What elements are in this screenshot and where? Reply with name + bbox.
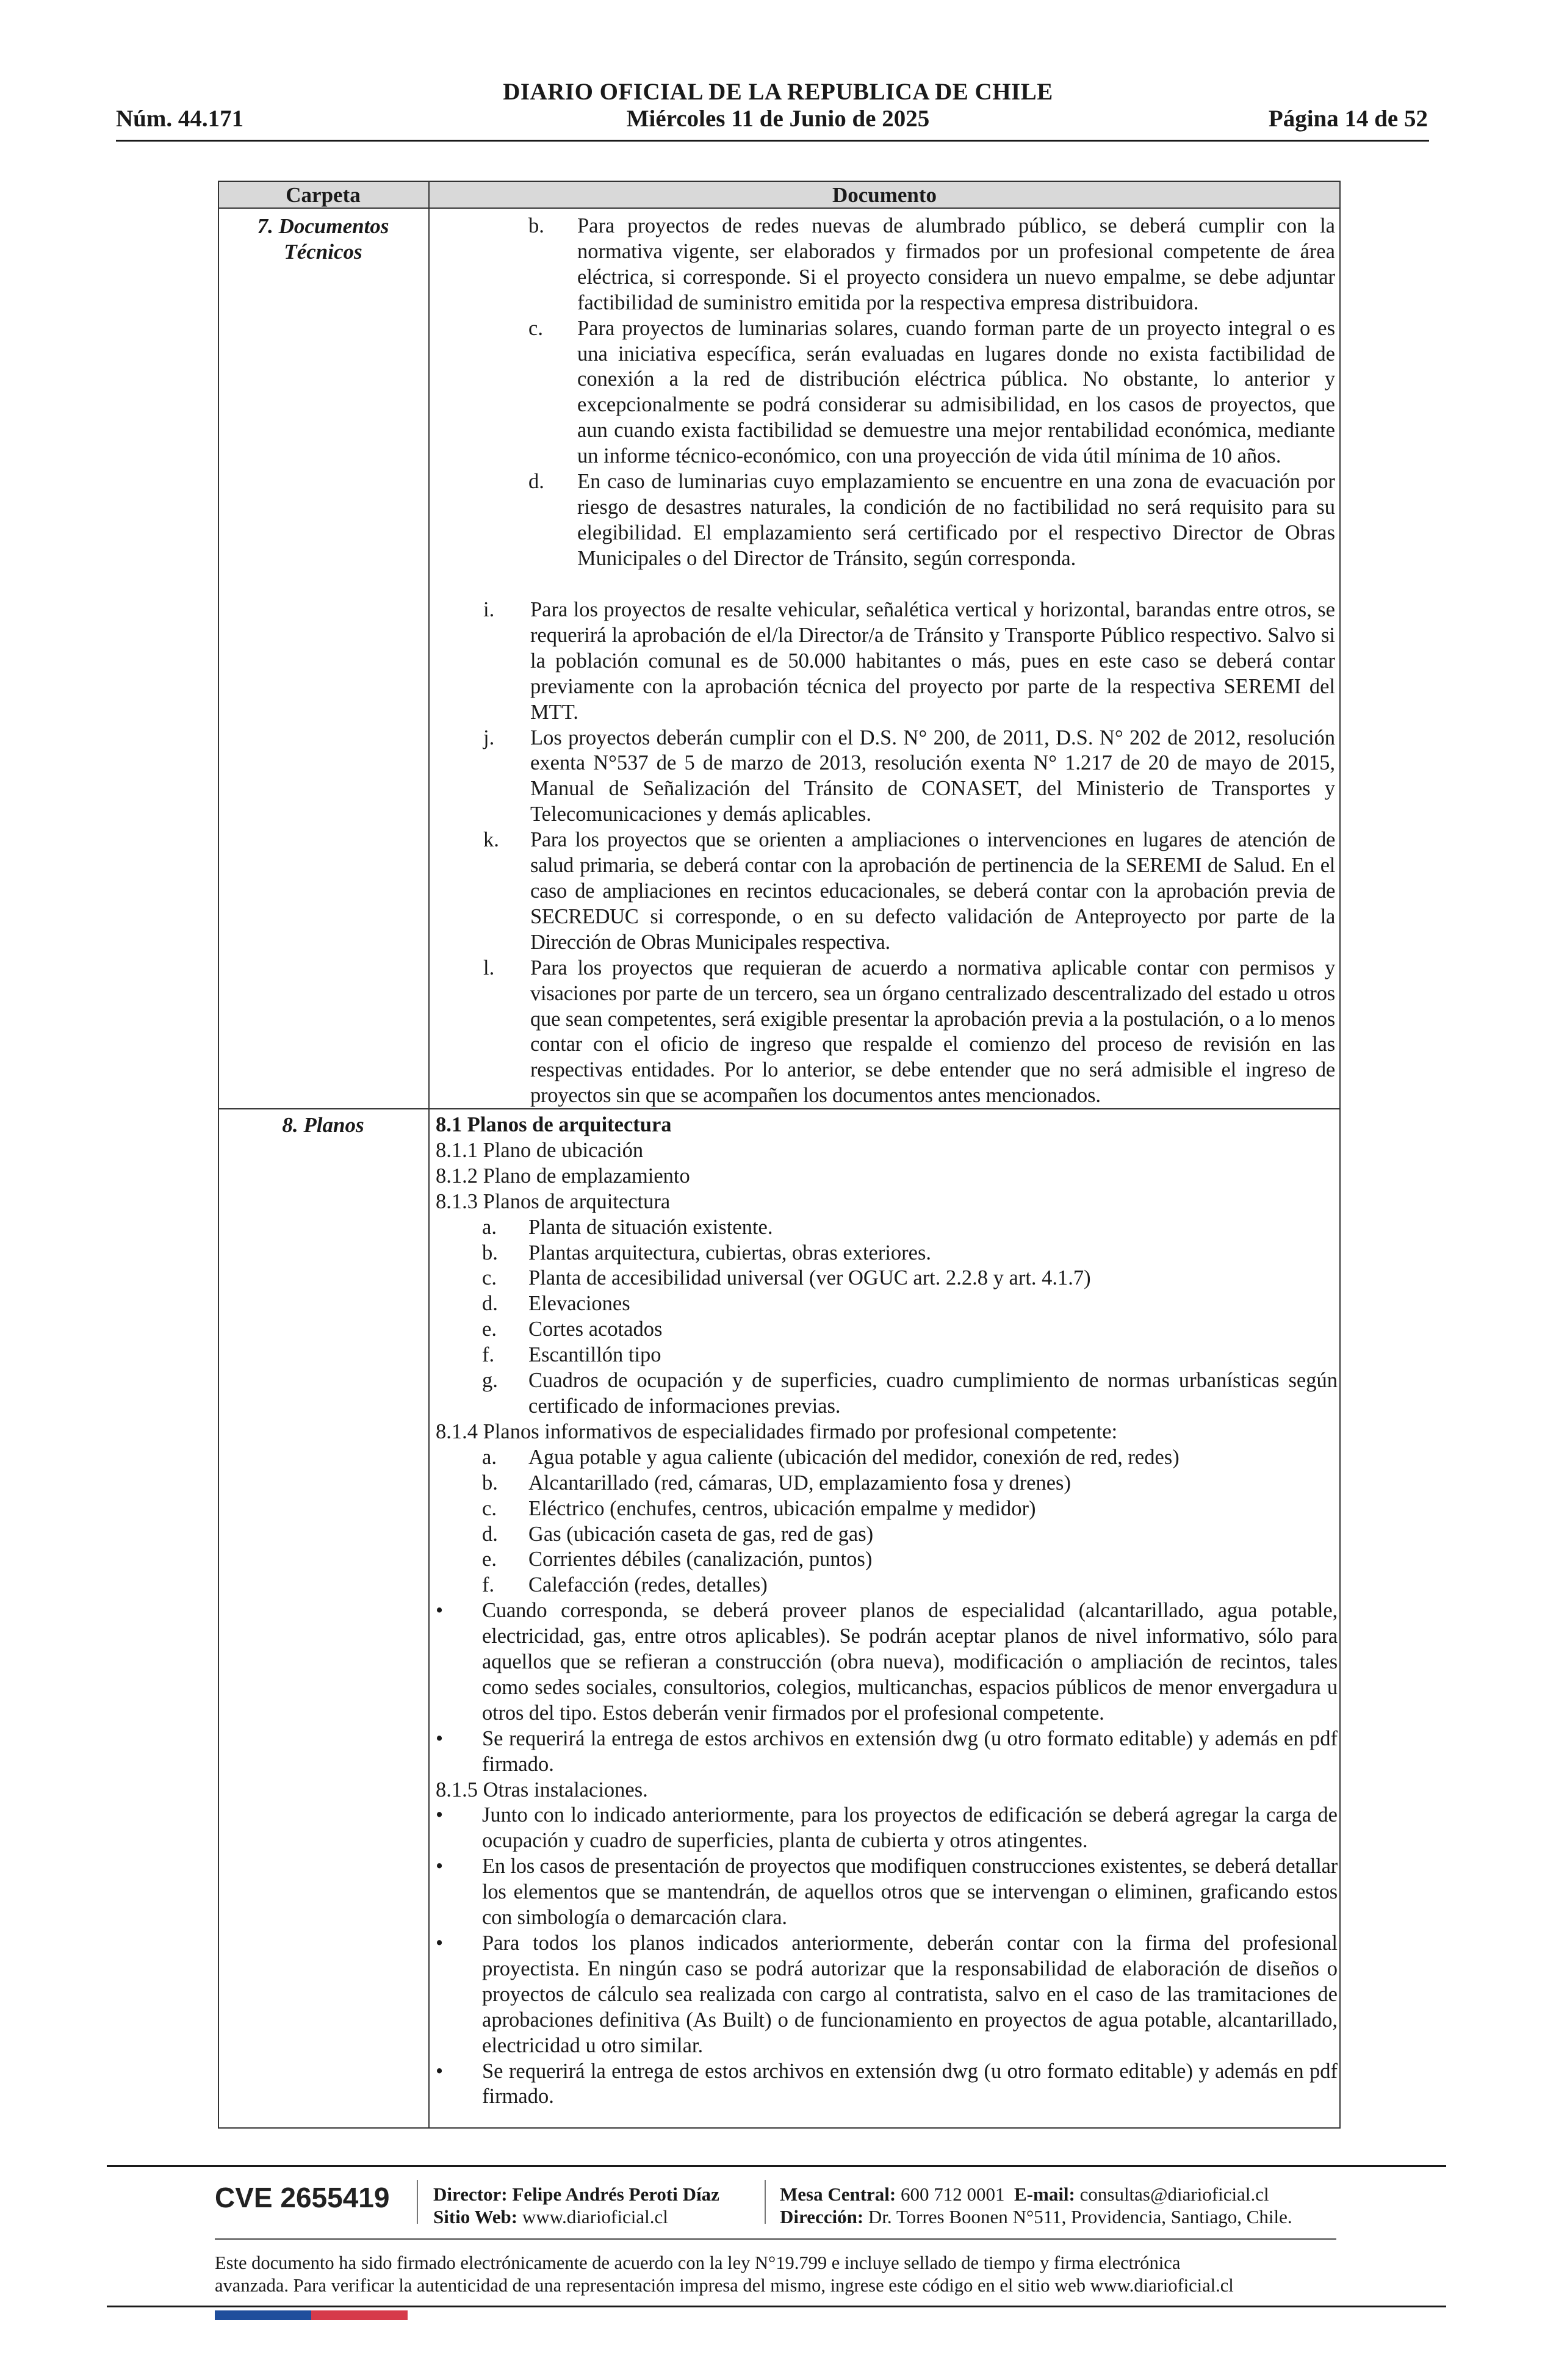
- item-label: c.: [482, 1266, 497, 1290]
- contact-line: [780, 2183, 1292, 2205]
- list-item: [483, 597, 1340, 726]
- item-text: Alcantarillado (red, cámaras, UD, emplazamiento fosa y drenes): [528, 1471, 1071, 1495]
- bullet-item: [436, 1854, 1338, 1931]
- list-814: [436, 1445, 1338, 1598]
- column-header-documento: Documento: [832, 183, 937, 207]
- list-item: [482, 1368, 1338, 1419]
- item-label: l.: [483, 956, 495, 979]
- legal-notice: [215, 2252, 1338, 2297]
- list-item: [482, 1317, 1338, 1343]
- list-item: [482, 1445, 1338, 1471]
- item-label: b.: [482, 1241, 498, 1264]
- item-text: Planta de accesibilidad universal (ver OGUC art. 2.2.8 y art. 4.1.7): [528, 1266, 1091, 1290]
- bullet-text: En los casos de presentación de proyectos que modifiquen construcciones existentes, se deberá detallar los elementos que se mantendrán, de aquellos otros que se intervengan o eliminen, graficando estos con simbología o demarcación clara.: [482, 1855, 1338, 1930]
- item-label: f.: [482, 1343, 495, 1367]
- section-812: 8.1.2 Plano de emplazamiento: [436, 1164, 690, 1188]
- website-link[interactable]: www.diarioficial.cl: [522, 2206, 668, 2227]
- list-item: [482, 1343, 1338, 1368]
- section-814: 8.1.4 Planos informativos de especialidades firmado por profesional competente:: [436, 1419, 1118, 1443]
- bullet-text: Se requerirá la entrega de estos archivos en extensión dwg (u otro formato editable) y además en pdf firmado.: [482, 2059, 1338, 2108]
- flag-stripe-red: [311, 2310, 408, 2320]
- footer-divider: [765, 2180, 766, 2224]
- subitems-row7: [528, 214, 1340, 572]
- address-label: Dirección:: [780, 2206, 864, 2227]
- footer-contact-block: [780, 2183, 1292, 2228]
- bullet-text: Junto con lo indicado anteriormente, para los proyectos de edificación se deberá agregar la carga de ocupación y cuadro de superficies, planta de cubierta y otros atingentes.: [482, 1803, 1338, 1853]
- bullet-text: Se requerirá la entrega de estos archivos en extensión dwg (u otro formato editable) y además en pdf firmado.: [482, 1726, 1338, 1776]
- footer-rule: [107, 2306, 1446, 2307]
- section-heading: 8.1 Planos de arquitectura: [436, 1113, 672, 1136]
- item-label: j.: [483, 726, 495, 749]
- section-815: 8.1.5 Otras instalaciones.: [436, 1778, 648, 1801]
- section-811: 8.1.1 Plano de ubicación: [436, 1138, 644, 1162]
- bullet-item: [436, 1726, 1338, 1778]
- footer-rule: [107, 2165, 1446, 2167]
- list-item: [482, 1496, 1338, 1522]
- mesa-phone: 600 712 0001: [901, 2183, 1005, 2205]
- bullet-text: Cuando corresponda, se deberá proveer planos de especialidad (alcantarillado, agua potable, electricidad, gas, entre otros aplicables). Se podrán aceptar planos de nivel informativo, sólo para aquellos que se refieran a construcción (obra nueva), modificación o ampliación de recintos, tales como sedes sociales, consultorios, colegios, multicanchas, espacios públicos de menor envergadura u otros del tipo. Estos deberán venir firmados por el profesional competente.: [482, 1599, 1338, 1725]
- item-text: Para los proyectos de resalte vehicular, señalética vertical y horizontal, barandas entre otros, se requerirá la aprobación de el/la Director/a de Tránsito y Transporte Público respectivo. Salvo si la población comunal es de 50.000 habitantes o más, pues en este caso se deberá contar previamente con la aprobación técnica del proyecto por parte de la respectiva SEREMI del MTT.: [530, 598, 1335, 724]
- legal-line-1: Este documento ha sido firmado electrónicamente de acuerdo con la ley N°19.799 e incluye sellado de tiempo y firma electrónica: [215, 2252, 1181, 2273]
- item-text: Agua potable y agua caliente (ubicación del medidor, conexión de red, redes): [528, 1445, 1180, 1469]
- item-label: d.: [528, 470, 544, 494]
- issue-date: Miércoles 11 de Junio de 2025: [626, 106, 930, 132]
- list-item: [482, 1266, 1338, 1291]
- list-item: [482, 1215, 1338, 1241]
- item-text: Para proyectos de luminarias solares, cuando forman parte de un proyecto integral o es una iniciativa específica, serán evaluadas en lugares donde no exista factibilidad de conexión a la red de distribución eléctrica pública. No obstante, lo anterior y excepcionalmente se podrá considerar su admisibilidad, en los casos de proyectos, que aun cuando exista factibilidad se demuestre una mejor rentabilidad económica, mediante un informe técnico-económico, con una proyección de vida útil mínima de 10 años.: [577, 316, 1335, 468]
- director-label: Director:: [433, 2183, 508, 2205]
- list-item: [482, 1471, 1338, 1496]
- item-text: Elevaciones: [528, 1292, 630, 1316]
- item-text: Corrientes débiles (canalización, puntos): [528, 1548, 873, 1571]
- item-text: Para proyectos de redes nuevas de alumbrado público, se deberá cumplir con la normativa vigente, ser elaborados y firmados por un profesional competente de área eléctrica, si corresponde. Si el proyecto considera un nuevo empalme, se debe adjuntar factibilidad de suministro emitida por la respectiva empresa distribuidora.: [577, 214, 1335, 314]
- column-header-carpeta: Carpeta: [286, 183, 361, 207]
- item-label: a.: [482, 1215, 497, 1239]
- item-label: k.: [483, 828, 499, 852]
- bullet-item: [436, 2059, 1338, 2110]
- bullet-icon: •: [436, 1855, 444, 1878]
- website-line: [433, 2205, 719, 2228]
- item-label: c.: [528, 316, 543, 340]
- list-item: [528, 214, 1340, 316]
- address-line: [780, 2205, 1292, 2228]
- bullet-item: [436, 1803, 1338, 1854]
- item-text: Plantas arquitectura, cubiertas, obras exteriores.: [528, 1241, 932, 1264]
- list-item: [482, 1547, 1338, 1573]
- item-text: Gas (ubicación caseta de gas, red de gas): [528, 1522, 874, 1546]
- planos-content: [436, 1112, 1338, 2110]
- address-value: Dr. Torres Boonen N°511, Providencia, Santiago, Chile.: [868, 2206, 1292, 2227]
- item-label: d.: [482, 1292, 498, 1316]
- issue-number: Núm. 44.171: [116, 106, 244, 132]
- director-line: [433, 2183, 719, 2205]
- list-item: [528, 316, 1340, 469]
- item-text: Escantillón tipo: [528, 1343, 661, 1367]
- list-item: [482, 1522, 1338, 1548]
- email-link[interactable]: consultas@diarioficial.cl: [1079, 2183, 1269, 2205]
- director-name: Felipe Andrés Peroti Díaz: [512, 2183, 719, 2205]
- list-item: [528, 469, 1340, 572]
- bullet-item: [436, 1931, 1338, 2059]
- item-label: e.: [482, 1548, 497, 1571]
- footer-rule: [215, 2238, 1336, 2240]
- column-divider: [428, 181, 430, 2129]
- item-label: i.: [483, 598, 495, 621]
- list-item: [482, 1241, 1338, 1266]
- bullet-icon: •: [436, 1726, 444, 1750]
- header-rule: [116, 140, 1429, 142]
- legal-line-2: avanzada. Para verificar la autenticidad de una representación impresa del mismo, ingrese este código en el sitio web www.diarioficial.cl: [215, 2275, 1234, 2296]
- item-text: Planta de situación existente.: [528, 1215, 773, 1239]
- bullet-item: [436, 1598, 1338, 1726]
- item-label: d.: [482, 1522, 498, 1546]
- folder-planos: 8. Planos: [282, 1113, 364, 1137]
- footer-divider: [417, 2180, 418, 2224]
- item-label: g.: [482, 1369, 498, 1393]
- page-number: Página 14 de 52: [1268, 106, 1428, 132]
- item-label: a.: [482, 1445, 497, 1469]
- list-813: [436, 1215, 1338, 1419]
- item-label: b.: [482, 1471, 498, 1495]
- list-item: [483, 956, 1340, 1109]
- item-label: b.: [528, 214, 544, 237]
- item-text: Cuadros de ocupación y de superficies, cuadro cumplimiento de normas urbanísticas según certificado de informaciones previas.: [528, 1369, 1338, 1418]
- email-label: E-mail:: [1014, 2183, 1075, 2205]
- bullet-icon: •: [436, 1599, 444, 1623]
- list-item: [483, 726, 1340, 828]
- list-item: [483, 828, 1340, 956]
- flag-stripe-blue: [215, 2310, 311, 2320]
- folder-documentos-tecnicos: 7. Documentos Técnicos: [257, 214, 389, 264]
- item-text: Para los proyectos que requieran de acuerdo a normativa aplicable contar con permisos y visaciones por parte de un tercero, sea un órgano centralizado descentralizado del estado u otros que sean competentes, será exigible presentar la aprobación previa a la postulación, o a lo menos contar con el oficio de ingreso que respalde el comienzo del proceso de revisión en las respectivas entidades. Por lo anterior, se debe entender que no será admisible el ingreso de proyectos sin que se acompañen los documentos antes mencionados.: [530, 956, 1335, 1108]
- list-item: [482, 1573, 1338, 1598]
- item-text: Eléctrico (enchufes, centros, ubicación empalme y medidor): [528, 1496, 1036, 1520]
- item-label: f.: [482, 1573, 495, 1597]
- bullet-icon: •: [436, 1803, 444, 1827]
- item-text: En caso de luminarias cuyo emplazamiento se encuentre en una zona de evacuación por riesgo de desastres naturales, la condición de no factibilidad no será requisito para su elegibilidad. El emplazamiento será certificado por el respectivo Director de Obras Municipales o del Director de Tránsito, según corresponda.: [577, 470, 1335, 570]
- bullet-text: Para todos los planos indicados anteriormente, deberán contar con la firma del profesional proyectista. En ningún caso se podrá autorizar que la responsabilidad de elaboración de diseños o proyectos de cálculo sea realizada con cargo al contratista, salvo en el caso de las tramitaciones de aprobaciones definitiva (As Built) o de funcionamiento en proyectos de agua potable, alcantarillado, electricidad u otro similar.: [482, 1931, 1338, 2057]
- bullet-icon: •: [436, 1931, 444, 1955]
- item-text: Para los proyectos que se orienten a ampliaciones o intervenciones en lugares de atención de salud primaria, se deberá contar con la aprobación de pertinencia de la SEREMI de Salud. En el caso de ampliaciones en recintos educacionales, se deberá contar con la aprobación previa de SECREDUC si corresponde, o en su defecto validación de Anteproyecto por parte de la Dirección de Obras Municipales respectiva.: [530, 828, 1335, 954]
- item-label: c.: [482, 1496, 497, 1520]
- list-item: [482, 1291, 1338, 1317]
- mesa-label: Mesa Central:: [780, 2183, 896, 2205]
- bullet-icon: •: [436, 2059, 444, 2083]
- footer-director-block: [433, 2183, 719, 2228]
- cve-code: CVE 2655419: [215, 2182, 390, 2213]
- website-label: Sitio Web:: [433, 2206, 518, 2227]
- section-813: 8.1.3 Planos de arquitectura: [436, 1189, 671, 1213]
- item-text: Los proyectos deberán cumplir con el D.S. N° 200, de 2011, D.S. N° 202 de 2012, resolución exenta N°537 de 5 de marzo de 2013, resolución exenta N° 1.217 de 20 de mayo de 2015, Manual de Señalización del Tránsito de CONASET, del Ministerio de Transportes y Telecomunicaciones y demás aplicables.: [530, 726, 1335, 826]
- item-label: e.: [482, 1318, 497, 1341]
- items-row7: [483, 597, 1340, 1109]
- item-text: Calefacción (redes, detalles): [528, 1573, 768, 1597]
- item-text: Cortes acotados: [528, 1318, 663, 1341]
- newspaper-title: DIARIO OFICIAL DE LA REPUBLICA DE CHILE: [503, 79, 1053, 105]
